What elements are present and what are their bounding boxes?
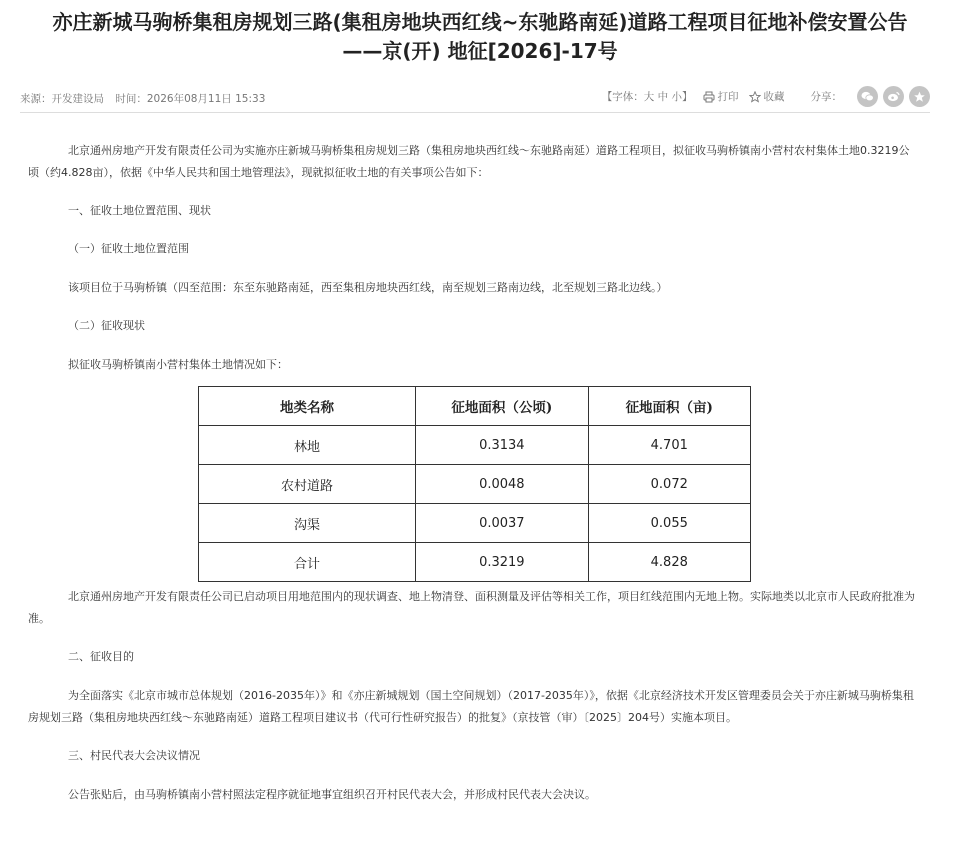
status-paragraph: 拟征收马驹桥镇南小营村集体土地情况如下：	[68, 358, 288, 371]
star-icon	[749, 91, 761, 103]
section-heading-1: 一、征收土地位置范围、现状	[68, 204, 211, 217]
purpose-paragraph: 为全面落实《北京市城市总体规划（2016-2035年）》和《亦庄新城规划（国土空间规划）（2017-2035年）》，依据《北京经济技术开发区管理委员会关于亦庄新城马驹桥集租房规划三路（集租房地块西红线～东驰路南延）道路工程项目建议书（代可行性研究报告）的批复》（京技管（审）〔2025〕204号）实施本项目。	[28, 689, 914, 724]
table-header-cell: 征地面积（公顷)	[416, 387, 588, 426]
section-heading-3: 三、村民代表大会决议情况	[68, 749, 200, 762]
table-header-cell: 地类名称	[199, 387, 416, 426]
weibo-icon	[887, 91, 900, 102]
share-qzone-button[interactable]	[909, 86, 930, 107]
table-row	[199, 504, 751, 543]
article-meta-bar	[20, 88, 930, 113]
favorite-label: 收藏	[763, 91, 785, 103]
article-body	[28, 140, 918, 806]
wechat-icon	[861, 91, 874, 102]
table-cell: 合计	[199, 543, 416, 582]
resolution-paragraph: 公告张贴后，由马驹桥镇南小营村照法定程序就征地事宜组织召开村民代表大会，并形成村民代表大会决议。	[68, 788, 596, 801]
publish-time: 时间：2026年08月11日 15:33	[115, 93, 266, 105]
share-wechat-button[interactable]	[857, 86, 878, 107]
source-label: 来源：开发建设局	[20, 93, 104, 105]
share-weibo-button[interactable]	[883, 86, 904, 107]
table-cell: 4.701	[588, 426, 750, 465]
subsection-heading-1-1: （一）征收土地位置范围	[68, 242, 189, 255]
intro-paragraph: 北京通州房地产开发有限责任公司为实施亦庄新城马驹桥集租房规划三路（集租房地块西红线～东驰路南延）道路工程项目，拟征收马驹桥镇南小营村农村集体土地0.3219公顷（约4.828亩），依据《中华人民共和国土地管理法》，现就拟征收土地的有关事项公告如下：	[28, 144, 910, 179]
table-cell: 林地	[199, 426, 416, 465]
print-label: 打印	[717, 91, 739, 103]
table-header-cell: 征地面积（亩)	[588, 387, 750, 426]
article-title-line1: 亦庄新城马驹桥集租房规划三路(集租房地块西红线~东驰路南延)道路工程项目征地补偿安置公告	[52, 10, 908, 34]
table-cell: 0.072	[588, 465, 750, 504]
location-paragraph: 该项目位于马驹桥镇（四至范围：东至东驰路南延，西至集租房地块西红线，南至规划三路南边线，北至规划三路北边线。）	[68, 281, 668, 294]
qzone-icon	[913, 91, 926, 103]
table-cell: 0.3219	[416, 543, 588, 582]
share-label: 分享：	[810, 91, 842, 103]
article-title	[0, 0, 960, 66]
table-cell: 0.055	[588, 504, 750, 543]
table-cell: 4.828	[588, 543, 750, 582]
after-table-paragraph: 北京通州房地产开发有限责任公司已启动项目用地范围内的现状调查、地上物清登、面积测量及评估等相关工作，项目红线范围内无地上物。实际地类以北京市人民政府批准为准。	[28, 590, 915, 625]
article-title-line2: ——京(开) 地征[2026]-17号	[342, 39, 618, 63]
subsection-heading-1-2: （二）征收现状	[68, 319, 145, 332]
table-cell: 0.0037	[416, 504, 588, 543]
table-row	[199, 465, 751, 504]
table-cell: 0.0048	[416, 465, 588, 504]
font-size-switch[interactable]: 【字体：大 中 小】	[601, 91, 693, 103]
table-header-row	[199, 387, 751, 426]
table-row-total	[199, 543, 751, 582]
table-cell: 沟渠	[199, 504, 416, 543]
printer-icon	[703, 91, 715, 103]
favorite-button[interactable]	[749, 89, 785, 104]
article-meta-info	[20, 91, 273, 106]
article-tools	[592, 86, 930, 107]
print-button[interactable]	[703, 89, 739, 104]
section-heading-2: 二、征收目的	[68, 650, 134, 663]
table-row	[199, 426, 751, 465]
land-area-table	[198, 386, 751, 582]
table-cell: 0.3134	[416, 426, 588, 465]
table-cell: 农村道路	[199, 465, 416, 504]
